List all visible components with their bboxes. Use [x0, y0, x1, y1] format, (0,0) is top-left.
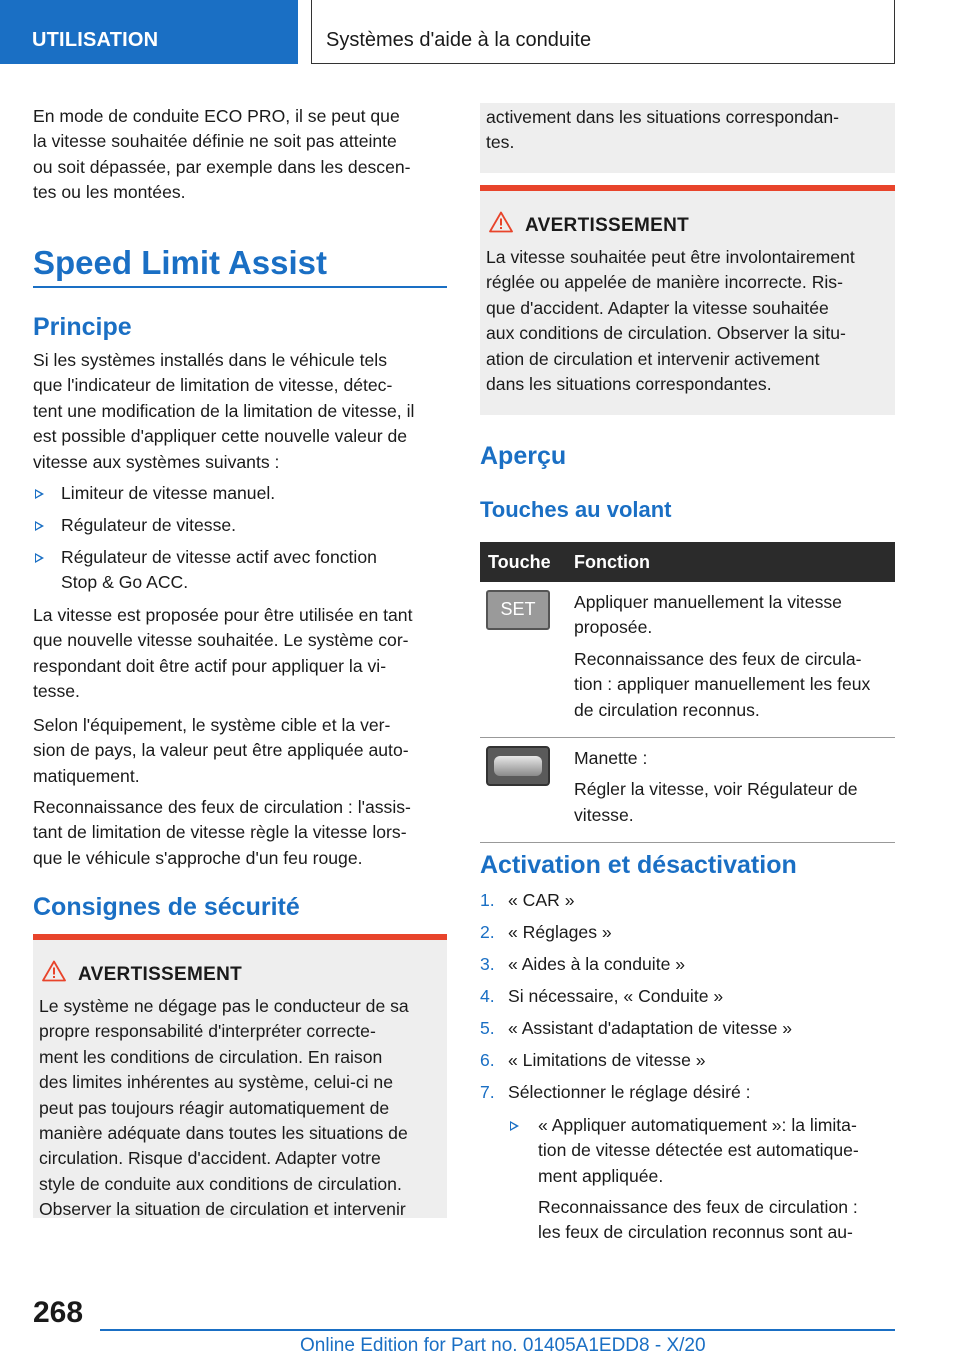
- text-line: tes.: [486, 132, 515, 153]
- intro-paragraph: [33, 104, 447, 206]
- text-line: Selon l'équipement, le système cible et la ver-: [33, 715, 391, 735]
- step-number: 5.: [480, 1018, 495, 1038]
- warning-text: [39, 994, 445, 1223]
- text-line: que nouvelle vitesse souhaitée. Le système cor-: [33, 630, 409, 651]
- paragraph: [33, 603, 447, 705]
- text-line: sion de pays, la valeur peut être appliquée auto-: [33, 740, 409, 761]
- step-number: 3.: [480, 954, 495, 974]
- paragraph: [33, 713, 447, 789]
- list-item: [33, 513, 447, 538]
- section-tab: [0, 0, 298, 64]
- bullet-text: « Appliquer automatiquement »: la limita-: [538, 1115, 857, 1135]
- text-line: Observer la situation de circulation et intervenir: [39, 1199, 406, 1220]
- list-item: [480, 1080, 895, 1105]
- chapter-header: [311, 0, 895, 64]
- text-line: respondant doit être actif pour appliquer la vi-: [33, 655, 387, 676]
- text-line: ment les conditions de circulation. En raison: [39, 1046, 383, 1067]
- key-cell: [480, 738, 566, 843]
- set-button-icon: [486, 590, 550, 630]
- text-line: Reconnaissance des feux de circulation : l'assis-: [33, 797, 411, 817]
- text-line: Reconnaissance des feux de circulation :: [538, 1197, 858, 1217]
- step-text: « Aides à la conduite »: [508, 954, 686, 974]
- touches-heading: Touches au volant: [480, 497, 672, 522]
- step-number: 4.: [480, 986, 495, 1006]
- title-rule: [33, 286, 447, 288]
- warning-continuation: [480, 103, 895, 173]
- text-line: Le système ne dégage pas le conducteur de sa: [39, 996, 409, 1016]
- warning-text: [486, 245, 891, 397]
- text-line: La vitesse souhaitée peut être involontairement: [486, 247, 855, 267]
- text-line: dans les situations correspondantes.: [486, 374, 772, 395]
- table-row: [480, 582, 895, 738]
- text-line: vitesse aux systèmes suivants :: [33, 451, 280, 472]
- step-text: « CAR »: [508, 890, 575, 910]
- step-number: 6.: [480, 1050, 495, 1070]
- text-line: que le véhicule s'approche d'un feu rouge.: [33, 847, 363, 868]
- paragraph: [33, 795, 447, 871]
- list-item: [33, 545, 447, 596]
- step-text: « Réglages »: [508, 922, 612, 942]
- step-text: Si nécessaire, « Conduite »: [508, 986, 724, 1006]
- text-line: style de conduite aux conditions de circulation.: [39, 1173, 402, 1194]
- step-text: « Assistant d'adaptation de vitesse »: [508, 1018, 793, 1038]
- function-text: Appliquer manuellement la vitesse proposée.: [574, 592, 842, 638]
- warning-triangle-icon: [489, 211, 513, 233]
- list-item: [33, 481, 447, 506]
- text-line: que d'accident. Adapter la vitesse souhaitée: [486, 297, 829, 318]
- function-cell: [566, 738, 895, 843]
- triangle-bullet-icon: [35, 553, 44, 563]
- principe-heading: Principe: [33, 313, 132, 341]
- table-header-row: [480, 542, 895, 582]
- text-line: La vitesse est proposée pour être utilisée en tant: [33, 605, 413, 625]
- warning-title: AVERTISSEMENT: [78, 964, 243, 985]
- step-number: 7.: [480, 1082, 495, 1102]
- principe-paragraph: [33, 348, 447, 475]
- text-line: les feux de circulation reconnus sont au-: [538, 1222, 853, 1243]
- warning-title: AVERTISSEMENT: [525, 215, 690, 236]
- list-item: [480, 888, 895, 913]
- text-line: aux conditions de circulation. Observer la situ-: [486, 323, 846, 344]
- edition-label: Online Edition for Part no. 01405A1EDD8 - X/20: [300, 1335, 706, 1356]
- bullet-text: Stop & Go ACC.: [61, 572, 189, 593]
- step-number: 2.: [480, 922, 495, 942]
- table-row: [480, 738, 895, 843]
- triangle-bullet-icon: [510, 1121, 519, 1131]
- triangle-bullet-icon: [35, 489, 44, 499]
- sub-paragraph: [538, 1195, 895, 1246]
- column-header-fonction: Fonction: [566, 542, 895, 582]
- apercu-heading: Aperçu: [480, 442, 567, 470]
- text-line: En mode de conduite ECO PRO, il se peut que: [33, 106, 400, 126]
- text-line: activement dans les situations correspondan-: [486, 107, 840, 127]
- warning-box: [33, 934, 447, 1218]
- function-text: Reconnaissance des feux de circula-tion : appliquer manuellement les feux de circulation reconnus.: [574, 648, 871, 720]
- set-button-label: SET: [500, 599, 536, 620]
- bullet-text: Régulateur de vitesse actif avec fonction: [61, 547, 377, 567]
- bullet-text: tion de vitesse détectée est automatique-: [538, 1140, 859, 1161]
- column-header-touche: Touche: [480, 542, 566, 582]
- triangle-bullet-icon: [35, 521, 44, 531]
- function-cell: [566, 582, 895, 738]
- list-item: [480, 984, 895, 1009]
- activation-heading: Activation et désactivation: [480, 851, 797, 879]
- list-item: [480, 920, 895, 945]
- list-item: [480, 1016, 895, 1041]
- text-line: tes ou les montées.: [33, 182, 186, 203]
- bullet-text: ment appliquée.: [538, 1165, 664, 1186]
- list-item: [480, 1048, 895, 1073]
- text-line: la vitesse souhaitée définie ne soit pas atteinte: [33, 131, 397, 152]
- step-number: 1.: [480, 890, 495, 910]
- text-line: réglée ou appelée de manière incorrecte. Ris-: [486, 272, 843, 293]
- step-text: Sélectionner le réglage désiré :: [508, 1082, 751, 1102]
- warning-triangle-icon: [42, 960, 66, 982]
- text-line: est possible d'appliquer cette nouvelle valeur de: [33, 426, 408, 447]
- page-number: 268: [33, 1296, 84, 1329]
- text-line: ation de circulation et intervenir activement: [486, 348, 820, 369]
- text-line: Si les systèmes installés dans le véhicule tels: [33, 350, 387, 370]
- function-text: Manette :: [574, 748, 648, 769]
- text-line: propre responsabilité d'interpréter correcte-: [39, 1021, 376, 1042]
- warning-box: [480, 185, 895, 415]
- text-line: circulation. Risque d'accident. Adapter votre: [39, 1148, 381, 1169]
- text-line: peut pas toujours réagir automatiquement de: [39, 1097, 390, 1118]
- text-line: que l'indicateur de limitation de vitesse, détec-: [33, 375, 393, 396]
- footer-rule: [100, 1329, 895, 1331]
- text-line: tant de limitation de vitesse règle la vitesse lors-: [33, 822, 407, 843]
- text-line: des limites inhérentes au système, celui-ci ne: [39, 1072, 393, 1093]
- bullet-text: Limiteur de vitesse manuel.: [61, 483, 276, 503]
- consignes-heading: Consignes de sécurité: [33, 893, 300, 921]
- text-line: tent une modification de la limitation de vitesse, il: [33, 400, 415, 421]
- key-cell: [480, 582, 566, 738]
- rocker-switch-icon: [486, 746, 550, 786]
- section-label: UTILISATION: [32, 29, 159, 51]
- page-title: Speed Limit Assist: [33, 244, 328, 281]
- steering-keys-table: [480, 542, 895, 843]
- text-line: matiquement.: [33, 765, 140, 786]
- text-line: tesse.: [33, 681, 80, 702]
- text-line: manière adéquate dans toutes les situations de: [39, 1123, 408, 1144]
- sub-list-item: [508, 1113, 895, 1189]
- chapter-title: Systèmes d'aide à la conduite: [326, 29, 592, 51]
- list-item: [480, 952, 895, 977]
- bullet-text: Régulateur de vitesse.: [61, 515, 237, 535]
- function-text: Régler la vitesse, voir Régulateur de vitesse.: [574, 779, 858, 825]
- text-line: ou soit dépassée, par exemple dans les descen-: [33, 156, 411, 177]
- step-text: « Limitations de vitesse »: [508, 1050, 706, 1070]
